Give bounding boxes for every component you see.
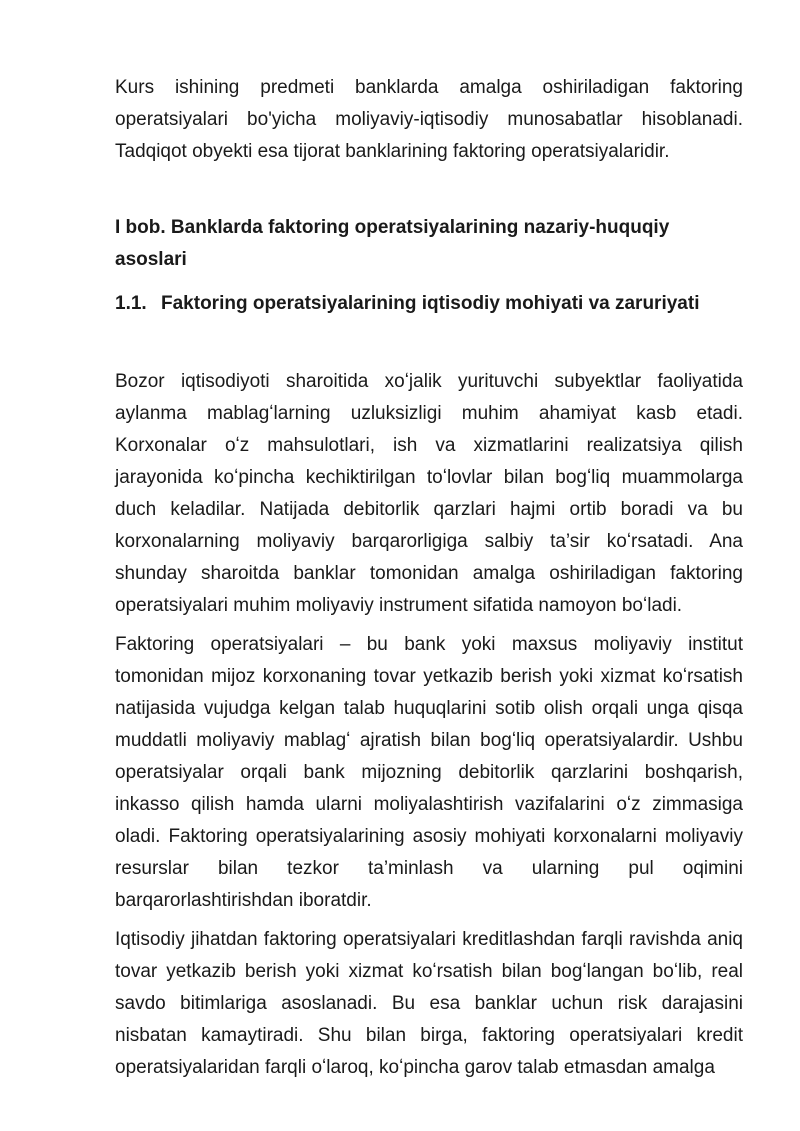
chapter-heading: I bob. Banklarda faktoring operatsiyalarining nazariy-huquqiy asoslari	[115, 217, 670, 270]
section-heading	[115, 288, 743, 320]
section-number: 1.1.	[115, 293, 147, 314]
body-paragraph: Iqtisodiy jihatdan faktoring operatsiyalari kreditlashdan farqli ravishda aniq tovar yetkazib berish yoki xizmat koʻrsatish bilan bogʻlangan boʻlib, real savdo bitimlariga asoslanadi. Bu esa banklar uchun risk darajasini nisbatan kamaytiradi. Shu bilan birga, faktoring operatsiyalari kredit operatsiyalaridan farqli oʻlaroq, koʻpincha garov talab etmasdan amalga	[115, 929, 743, 1078]
body-paragraph: Bozor iqtisodiyoti sharoitida xoʻjalik yurituvchi subyektlar faoliyatida aylanma mablagʻlarning uzluksizligi muhim ahamiyat kasb etadi. Korxonalar oʻz mahsulotlari, ish va xizmatlarini realizatsiya qilish jarayonida koʻpincha kechiktirilgan toʻlovlar bilan bogʻliq muammolarga duch keladilar. Natijada debitorlik qarzlari hajmi ortib boradi va bu korxonalarning moliyaviy barqarorligiga salbiy ta’sir koʻrsatadi. Ana shunday sharoitda banklar tomonidan amalga oshiriladigan faktoring operatsiyalari muhim moliyaviy instrument sifatida namoyon boʻladi.	[115, 371, 743, 616]
section-title: Faktoring operatsiyalarining iqtisodiy mohiyati va zaruriyati	[161, 293, 700, 314]
document-page	[115, 72, 743, 1084]
body-paragraph: Faktoring operatsiyalari – bu bank yoki maxsus moliyaviy institut tomonidan mijoz korxonaning tovar yetkazib berish yoki xizmat koʻrsatish natijasida vujudga kelgan talab huquqlarini sotib olish orqali unga qisqa muddatli moliyaviy mablagʻ ajratish bilan bogʻliq operatsiyalardir. Ushbu operatsiyalar orqali bank mijozning debitorlik qarzlarini boshqarish, inkasso qilish hamda ularni moliyalashtirish vazifalarini oʻz zimmasiga oladi. Faktoring operatsiyalarining asosiy mohiyati korxonalarni moliyaviy resurslar bilan tezkor ta’minlash va ularning pul oqimini barqarorlashtirishdan iboratdir.	[115, 634, 743, 911]
intro-paragraph: Kurs ishining predmeti banklarda amalga oshiriladigan faktoring operatsiyalari bo'yicha moliyaviy-iqtisodiy munosabatlar hisoblanadi. Tadqiqot obyekti esa tijorat banklarining faktoring operatsiyalaridir.	[115, 77, 743, 162]
